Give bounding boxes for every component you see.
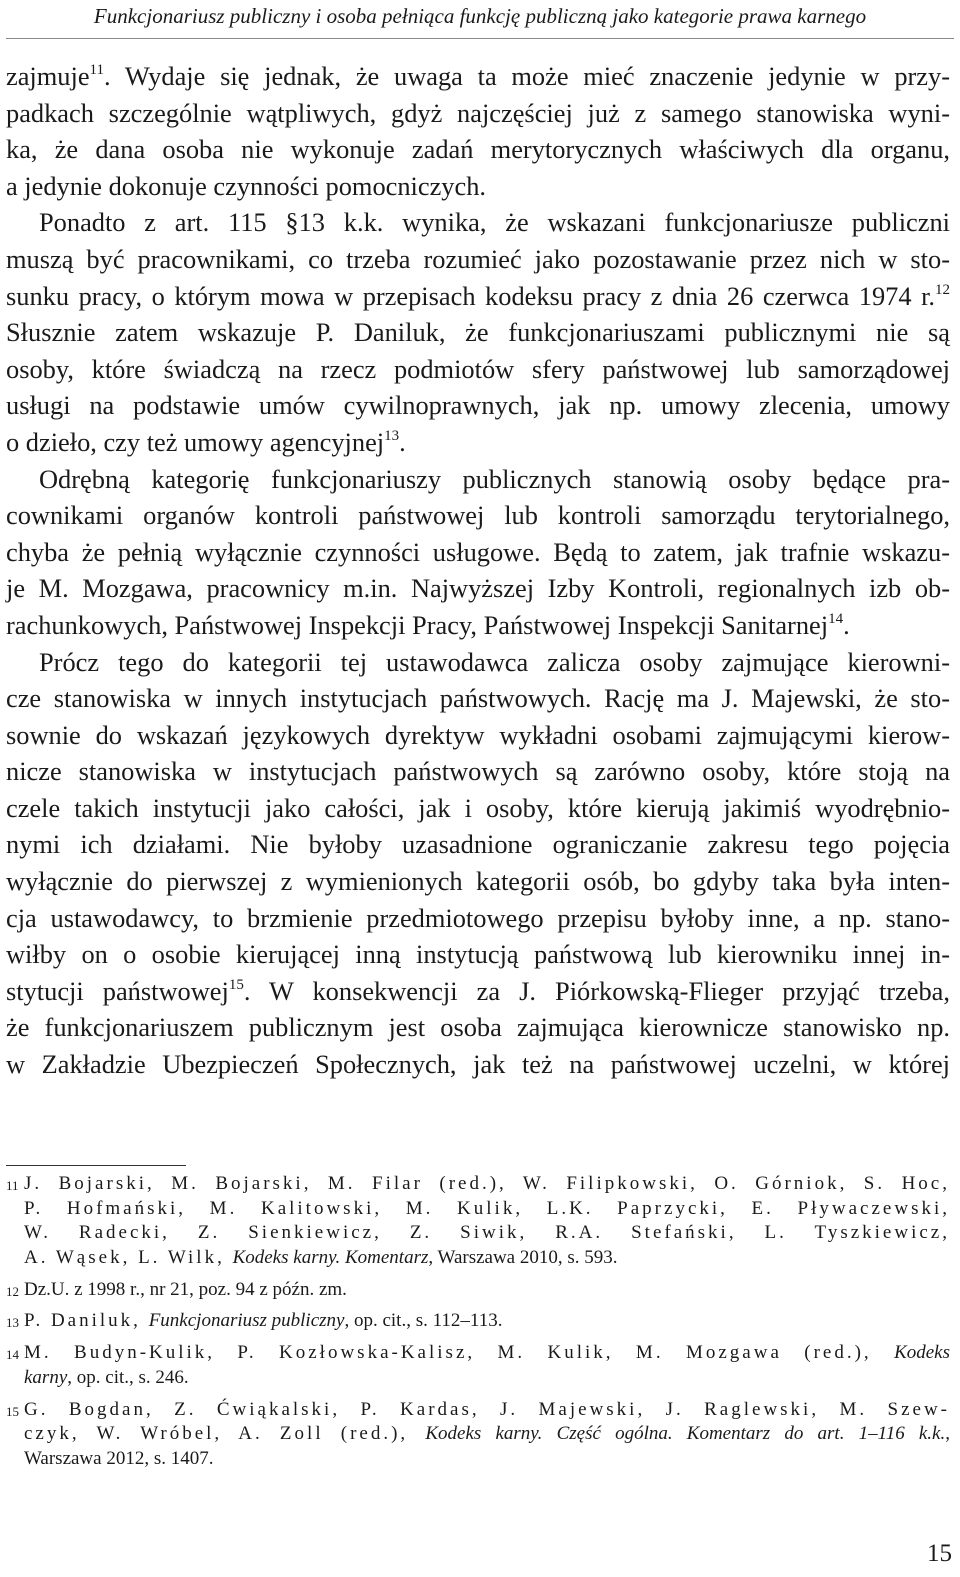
- footnote-ref[interactable]: 15: [228, 976, 244, 993]
- text-run: stytucji państwowej: [6, 975, 229, 1006]
- footnote-11: [6, 1172, 950, 1271]
- text-line: [6, 973, 950, 1010]
- title-run: Kodeks karny. Komentarz: [232, 1247, 429, 1269]
- author-run: M. Budyn-Kulik, P. Kozłowska-Kalisz, M. Kulik, M. Mozgawa (red.),: [24, 1342, 895, 1364]
- footnote-number: 12: [6, 1283, 19, 1299]
- footnote-number: 15: [6, 1403, 19, 1419]
- text-line: cownikami organów kontroli państwowej lub kontroli samorządu terytorialnego,: [6, 500, 950, 531]
- footnote-ref[interactable]: 12: [935, 281, 950, 298]
- author-run: P. Daniluk,: [24, 1310, 149, 1332]
- text-run: rachunkowych, Państwowej Inspekcji Pracy, Państwowej Inspekcji Sanitarnej: [6, 609, 829, 640]
- paragraph: [6, 58, 950, 204]
- footnote-line: P. Hofmański, M. Kalitowski, M. Kulik, L.K. Paprzycki, E. Pływaczewski,: [24, 1197, 950, 1219]
- text-run: .: [399, 426, 406, 457]
- footnote-line: [24, 1341, 950, 1366]
- text-run: , Warszawa 2010, s. 593.: [428, 1247, 618, 1269]
- text-run: , op. cit., s. 246.: [67, 1366, 189, 1388]
- footnote-13: [6, 1309, 950, 1334]
- footnote-number: 11: [6, 1178, 19, 1193]
- text-line: Ponadto z art. 115 §13 k.k. wynika, że wskazani funkcjonariusze publiczni: [39, 207, 950, 238]
- footnote-15: [6, 1398, 950, 1472]
- footnote-line: W. Radecki, Z. Sienkiewicz, Z. Siwik, R.A. Stefański, L. Tyszkiewicz,: [24, 1222, 950, 1244]
- footnote-number: 14: [6, 1347, 19, 1363]
- text-line: je M. Mozgawa, pracownicy m.in. Najwyższej Izby Kontroli, regionalnych izb ob-: [6, 573, 950, 604]
- main-text: [6, 58, 950, 1083]
- footnote-line: J. Bojarski, M. Bojarski, M. Filar (red.), W. Filipkowski, O. Górniok, S. Hoc,: [24, 1173, 950, 1194]
- text-line: osoby, które świadczą na rzecz podmiotów sfery państwowej lub samorządowej: [6, 353, 950, 384]
- footnote-line: [24, 1422, 950, 1447]
- footnote-line: Warszawa 2012, s. 1407.: [24, 1447, 214, 1469]
- paragraph: [6, 461, 950, 644]
- footnote-line: [24, 1366, 950, 1391]
- paragraph: [6, 644, 950, 1083]
- text-run: zajmuje: [6, 61, 90, 91]
- text-run: . Wydaje się jednak, że uwaga ta może mieć znaczenie jedynie w przy-: [103, 61, 950, 91]
- text-line: cja ustawodawcy, to brzmienie przedmiotowego przepisu byłoby inne, a np. stano-: [6, 902, 950, 933]
- text-line: Odrębną kategorię funkcjonariuszy publicznych stanowią osoby będące pra-: [39, 463, 950, 494]
- text-line: [6, 58, 950, 95]
- text-line: padkach szczególnie wątpliwych, gdyż najczęściej już z samego stanowiska wyni-: [6, 97, 950, 128]
- footnote-line: Dz.U. z 1998 r., nr 21, poz. 94 z późn. zm.: [24, 1278, 347, 1300]
- title-run: Funkcjonariusz publiczny: [148, 1310, 345, 1332]
- text-run: , op. cit., s. 112–113.: [344, 1310, 503, 1332]
- text-line: sownie do wskazań językowych dyrektyw wykładni osobami zajmującymi kierow-: [6, 719, 950, 750]
- author-run: czyk, W. Wróbel, A. Zoll (red.),: [24, 1423, 426, 1445]
- text-line: nymi ich działami. Nie byłoby uzasadnione ograniczanie zakresu tego pojęcia: [6, 829, 950, 860]
- text-line: usługi na podstawie umów cywilnoprawnych, jak np. umowy zlecenia, umowy: [6, 390, 950, 421]
- footnote-ref[interactable]: 11: [89, 62, 104, 78]
- footnote-line: [24, 1246, 950, 1271]
- footnote-ref[interactable]: 13: [384, 427, 400, 444]
- author-run: A. Wąsek, L. Wilk,: [24, 1247, 233, 1269]
- footnote-number: 13: [6, 1315, 19, 1331]
- footnote-14: [6, 1341, 950, 1390]
- running-head: Funkcjonariusz publiczny i osoba pełniąca funkcję publiczną jako kategorie prawa karnego: [93, 4, 867, 28]
- text-line: a jedynie dokonuje czynności pomocniczych.: [6, 170, 487, 201]
- text-line: [6, 607, 950, 644]
- text-run: ,: [945, 1423, 950, 1445]
- paragraph: [6, 204, 950, 460]
- text-line: że funkcjonariuszem publicznym jest osoba zajmująca kierownicze stanowisko np.: [6, 1012, 950, 1043]
- text-line: [6, 424, 950, 461]
- text-line: w Zakładzie Ubezpieczeń Społecznych, jak też na państwowej uczelni, w której: [6, 1049, 950, 1080]
- text-line: chyba że pełnią wyłącznie czynności usługowe. Będą to zatem, jak trafnie wskazu-: [6, 536, 950, 567]
- footnote-divider: [6, 1165, 186, 1166]
- text-line: wiłby on o osobie kierującej inną instytucją państwową lub kierowniku innej in-: [6, 939, 950, 970]
- footnote-ref[interactable]: 14: [828, 610, 844, 627]
- text-line: nicze stanowiska w instytucjach państwowych są zarówno osoby, które stoją na: [6, 756, 950, 787]
- footnote-line: [24, 1309, 950, 1334]
- page-number: 15: [927, 1540, 952, 1567]
- header-divider: [6, 38, 954, 39]
- title-run: Kodeks: [894, 1342, 950, 1364]
- text-run: .: [843, 609, 850, 640]
- footnotes: [6, 1172, 950, 1479]
- text-run: . W konsekwencji za J. Piórkowską-Flieger przyjąć trzeba,: [243, 975, 950, 1006]
- text-line: wyłącznie do pierwszej z wymienionych kategorii osób, bo gdyby taka była inten-: [6, 866, 950, 897]
- text-line: Słusznie zatem wskazuje P. Daniluk, że funkcjonariuszami publicznymi nie są: [6, 317, 950, 348]
- title-run: karny: [24, 1366, 68, 1388]
- text-line: muszą być pracownikami, co trzeba rozumieć jako pozostawanie przez nich w sto-: [6, 243, 950, 274]
- text-run: o dzieło, czy też umowy agencyjnej: [6, 426, 385, 457]
- text-line: czele takich instytucji jako całości, jak i osoby, które kierują jakimiś wyodrębnio-: [6, 792, 950, 823]
- text-line: cze stanowiska w innych instytucjach państwowych. Rację ma J. Majewski, że sto-: [6, 683, 950, 714]
- text-line: Prócz tego do kategorii tej ustawodawca zalicza osoby zajmujące kierowni-: [39, 646, 950, 677]
- text-line: [6, 278, 950, 315]
- title-run: Kodeks karny. Część ogólna. Komentarz do art. 1–116 k.k.: [425, 1423, 946, 1445]
- footnote-12: [6, 1278, 950, 1303]
- text-line: ka, że dana osoba nie wykonuje zadań merytorycznych właściwych dla organu,: [6, 134, 950, 165]
- text-run: sunku pracy, o którym mowa w przepisach kodeksu pracy z dnia 26 czerwca 1974 r.: [6, 280, 935, 311]
- footnote-line: G. Bogdan, Z. Ćwiąkalski, P. Kardas, J. Majewski, J. Raglewski, M. Szew-: [24, 1398, 950, 1420]
